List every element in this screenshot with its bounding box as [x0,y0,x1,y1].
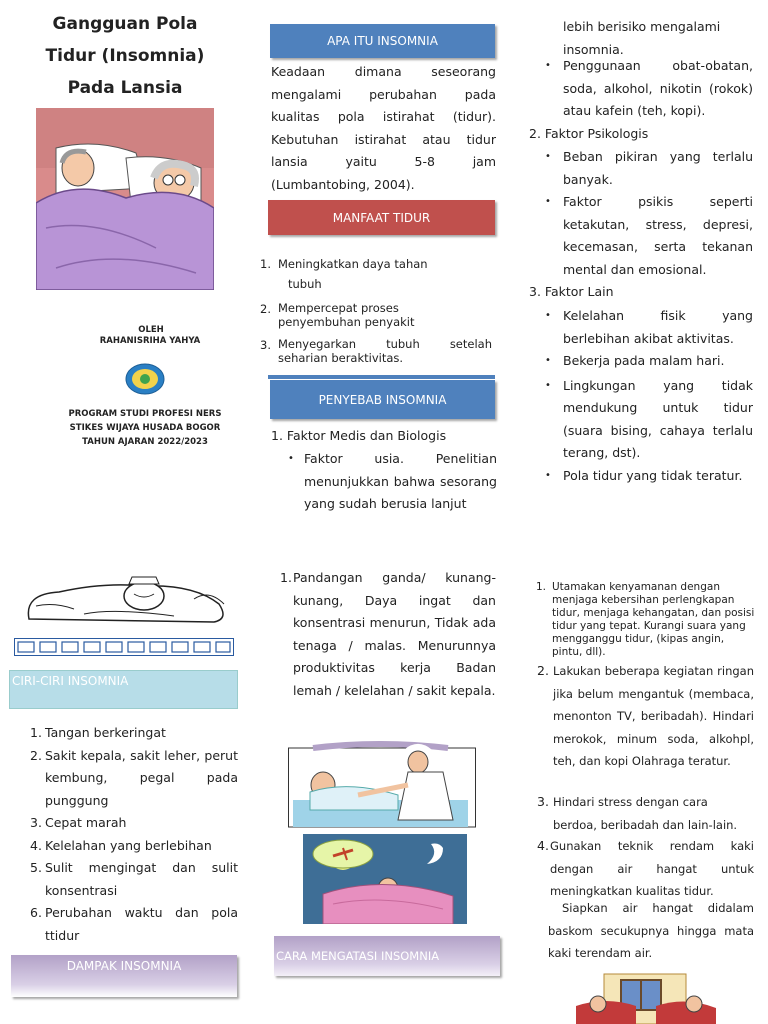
decorative-border-strip [14,638,234,656]
manfaat-item-text: Meningkatkan daya tahan [278,257,428,271]
cara-item-text: Utamakan kenyamanan dengan menjaga kebersihan perlengkapan tidur, menjaga kehangatan, dan posisi tidur yang tepat. Kurangi suara yang mengganggu tidur, (kipas angin, pintu, dll). [552,581,755,658]
ciri-heading-text: CIRI-CIRI INSOMNIA [12,674,129,688]
ciri-item [30,745,238,813]
cara-item-3 [537,791,754,836]
institution-logo-icon [123,361,167,397]
manfaat-heading: MANFAAT TIDUR [268,200,495,235]
manfaat-item-text: Menyegarkan tubuh setelah [278,337,492,351]
bullet-icon: • [545,469,551,481]
ciri-item-text: Cepat marah [45,815,127,830]
manfaat-item [260,301,492,337]
nurse-patient-illustration [288,740,476,828]
cover-author: RAHANISRIHA YAHYA [99,336,201,346]
cover-institution-line: TAHUN AJARAN 2022/2023 [82,437,208,447]
list-number: 1. [536,581,547,593]
ciri-item-text: Kelelahan yang berlebihan [45,837,212,853]
bullet-item [545,305,753,350]
ciri-item-text: Perubahan waktu dan pola ttidur [45,905,238,943]
bullet-text: Penggunaan obat-obatan, soda, alkohol, nikotin (rokok) atau kafein (teh, kopi). [563,58,753,118]
penyebab-heading: PENYEBAB INSOMNIA [270,380,495,419]
divider [268,375,495,379]
bullet-item [545,191,753,281]
bullet-text: Beban pikiran yang terlalu banyak. [563,149,753,187]
list-number: 1. [260,257,271,271]
ciri-item-text: Sulit mengingat dan sulit konsentrasi [45,860,238,898]
list-number: 3. [260,338,271,352]
manfaat-item-text: Mempercepat proses [278,301,399,315]
manfaat-item-text2: tubuh [288,277,322,291]
manfaat-item [260,256,492,296]
penyebab-factor1-cont: lebih berisiko mengalami insomnia. [563,19,721,57]
cara-heading-text: CARA MENGATASI INSOMNIA [276,949,440,963]
manfaat-item-text2: penyembuhan penyakit [278,315,415,329]
bedroom-sleeping-illustration [576,966,716,1024]
list-number: 2. [537,663,549,678]
bullet-icon: • [545,310,551,321]
bullet-icon: • [545,196,551,207]
list-number: 3. [537,794,549,809]
ciri-item [30,857,238,902]
apa-text: Keadaan dimana seseorang mengalami perubahan pada kualitas pola istirahat (tidur). Kebutuhan istirahat atau tidur lansia yaitu 5-8 jam (Lumbantobing, 2004). [271,64,496,192]
bullet-icon: • [545,379,551,391]
bullet-text: Faktor psikis seperti ketakutan, stress, depresi, kecemasan, serta tekanan mental dan emosional. [563,194,753,277]
dampak-heading [11,955,237,997]
cara-item-text: Hindari stress dengan cara berdoa, beribadah dan lain-lain. [553,795,738,832]
bullet-text: Kelelahan fisik yang berlebihan akibat aktivitas. [563,308,753,346]
ciri-item [30,812,238,835]
bullet-item [545,375,753,465]
cover-title-line: Gangguan Pola [52,14,198,34]
penyebab-factor1-bullet2 [545,55,753,123]
list-number: 4. [30,837,42,853]
list-number: 4. [537,838,549,853]
ciri-list [30,722,238,947]
penyebab-factor1-bullet [288,448,497,516]
apa-heading: APA ITU INSOMNIA [270,24,495,58]
list-number: 3. [30,815,42,830]
ciri-item [30,722,238,745]
manfaat-item-text2: seharian beraktivitas. [278,351,404,365]
cover-title [30,8,220,104]
bullet-icon: • [545,60,551,71]
cara-item-1 [536,581,756,659]
night-sleeplessness-illustration [303,834,467,924]
penyebab-factor3-list [545,305,753,487]
cara-item-4-extra: Siapkan air hangat didalam baskom secukupnya hingga mata kaki terendam air. [548,901,754,960]
bullet-text: Lingkungan yang tidak mendukung untuk tidur (suara bising, cahaya terlalu terang, dst). [563,377,753,460]
cover-institution-line: PROGRAM STUDI PROFESI NERS [68,409,222,419]
cover-by-label: OLEH [138,325,164,335]
bullet-item [545,465,753,488]
bullet-text: Pola tidur yang tidak teratur. [563,467,743,483]
manfaat-item [260,337,492,373]
penyebab-factor3: 3. Faktor Lain [529,284,614,299]
bullet-text: Faktor usia. Penelitian menunjukkan bahwa sesorang yang sudah berusia lanjut [304,451,497,511]
list-number: 1. [280,570,292,585]
dampak-heading-text: DAMPAK INSOMNIA [66,959,182,973]
cover-title-line: Pada Lansia [67,78,183,98]
bullet-icon: • [288,453,294,464]
penyebab-factor2-list [545,146,753,281]
cover-institution [55,407,235,449]
cara-item-4 [537,835,754,903]
penyebab-factor1: 1. Faktor Medis dan Biologis [271,428,447,443]
cara-heading [274,936,500,976]
bullet-icon: • [545,151,551,162]
list-number: 6. [30,905,42,920]
dampak-item-text: Pandangan ganda/ kunang-kunang, Daya ingat dan konsentrasi menurun, Tidak ada tenaga / malas. Menurunnya produktivitas kerja Badan lemah / kelelahan / sakit kepala. [293,570,496,698]
cover-title-line: Tidur (Insomnia) [45,46,205,66]
manfaat-list [260,256,492,373]
cover-institution-line: STIKES WIJAYA HUSADA BOGOR [69,423,221,433]
list-number: 5. [30,860,42,875]
ciri-heading [9,670,238,709]
elderly-couple-sleeping-illustration [36,108,214,290]
cara-item-2 [537,660,754,773]
ciri-item [30,902,238,947]
sleeping-person-illustration [14,574,240,634]
cara-item-text: Lakukan beberapa kegiatan ringan jika belum mengantuk (membaca, menonton TV, beribadah). Hindari merokok, minum soda, alkohpl, teh, dan kopi Olahraga teratur. [553,664,754,768]
ciri-item [30,835,238,858]
bullet-item [545,146,753,191]
cara-item-text: Gunakan teknik rendam kaki dengan air hangat untuk meningkatkan kualitas tidur. [550,839,754,898]
list-number: 2. [30,747,42,763]
list-number: 1. [30,725,42,740]
dampak-item-1 [280,567,496,702]
list-number: 2. [260,302,271,316]
ciri-item-text: Tangan berkeringat [45,725,166,740]
penyebab-factor2: 2. Faktor Psikologis [529,126,649,141]
bullet-icon: • [545,355,551,366]
bullet-item [545,350,753,373]
ciri-item-text: Sakit kepala, sakit leher, perut kembung, pegal pada punggung [45,747,238,808]
bullet-text: Bekerja pada malam hari. [563,353,725,368]
